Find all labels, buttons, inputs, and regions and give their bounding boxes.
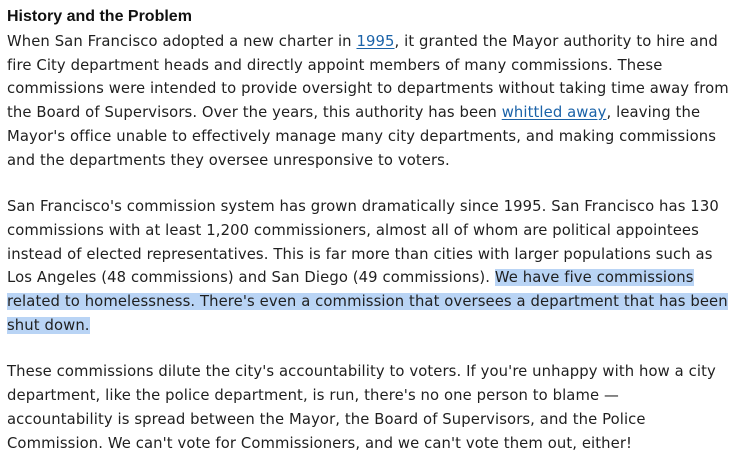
section-heading: History and the Problem — [7, 8, 192, 25]
article-section — [7, 7, 729, 455]
paragraph-spacer — [7, 172, 729, 195]
paragraph-text: San Francisco's commission system has grown dramatically since 1995. San Francisco has 130 commissions with at least 1,200 commissioners, almost all of whom are political appointees instead of elected representatives. This is far more than cities with larger populations such as Los Angeles (48 commissions) and San Diego (49 commissions). — [7, 198, 719, 287]
selected-text[interactable]: We have five commissions related to homelessness. There's even a commission that oversees a department that has been shut down. — [7, 269, 728, 334]
paragraph-spacer — [7, 337, 729, 360]
paragraph-history — [7, 30, 729, 172]
paragraph-text: , leaving the Mayor's office unable to effectively manage many city departments, and making commissions and the departments they oversee unresponsive to voters. — [7, 104, 717, 169]
link-1995[interactable]: 1995 — [356, 33, 395, 50]
paragraph-text: , it granted the Mayor authority to hire and fire City department heads and directly appoint members of many commissions. These commissions were intended to provide oversight to departments without taking time away from the Board of Supervisors. Over the years, this authority has been — [7, 33, 729, 122]
paragraph-text: When San Francisco adopted a new charter in — [7, 33, 357, 50]
paragraph-accountability: These commissions dilute the city's accountability to voters. If you're unhappy with how a city department, like the police department, is run, there's no one person to blame — accountability is spread between the Mayor, the Board of Supervisors, and the Police Commission. We can't vote for Commissioners, and we can't vote them out, either! — [7, 363, 716, 452]
paragraph-commissions — [7, 195, 729, 337]
link-whittled-away[interactable]: whittled away — [501, 104, 607, 122]
